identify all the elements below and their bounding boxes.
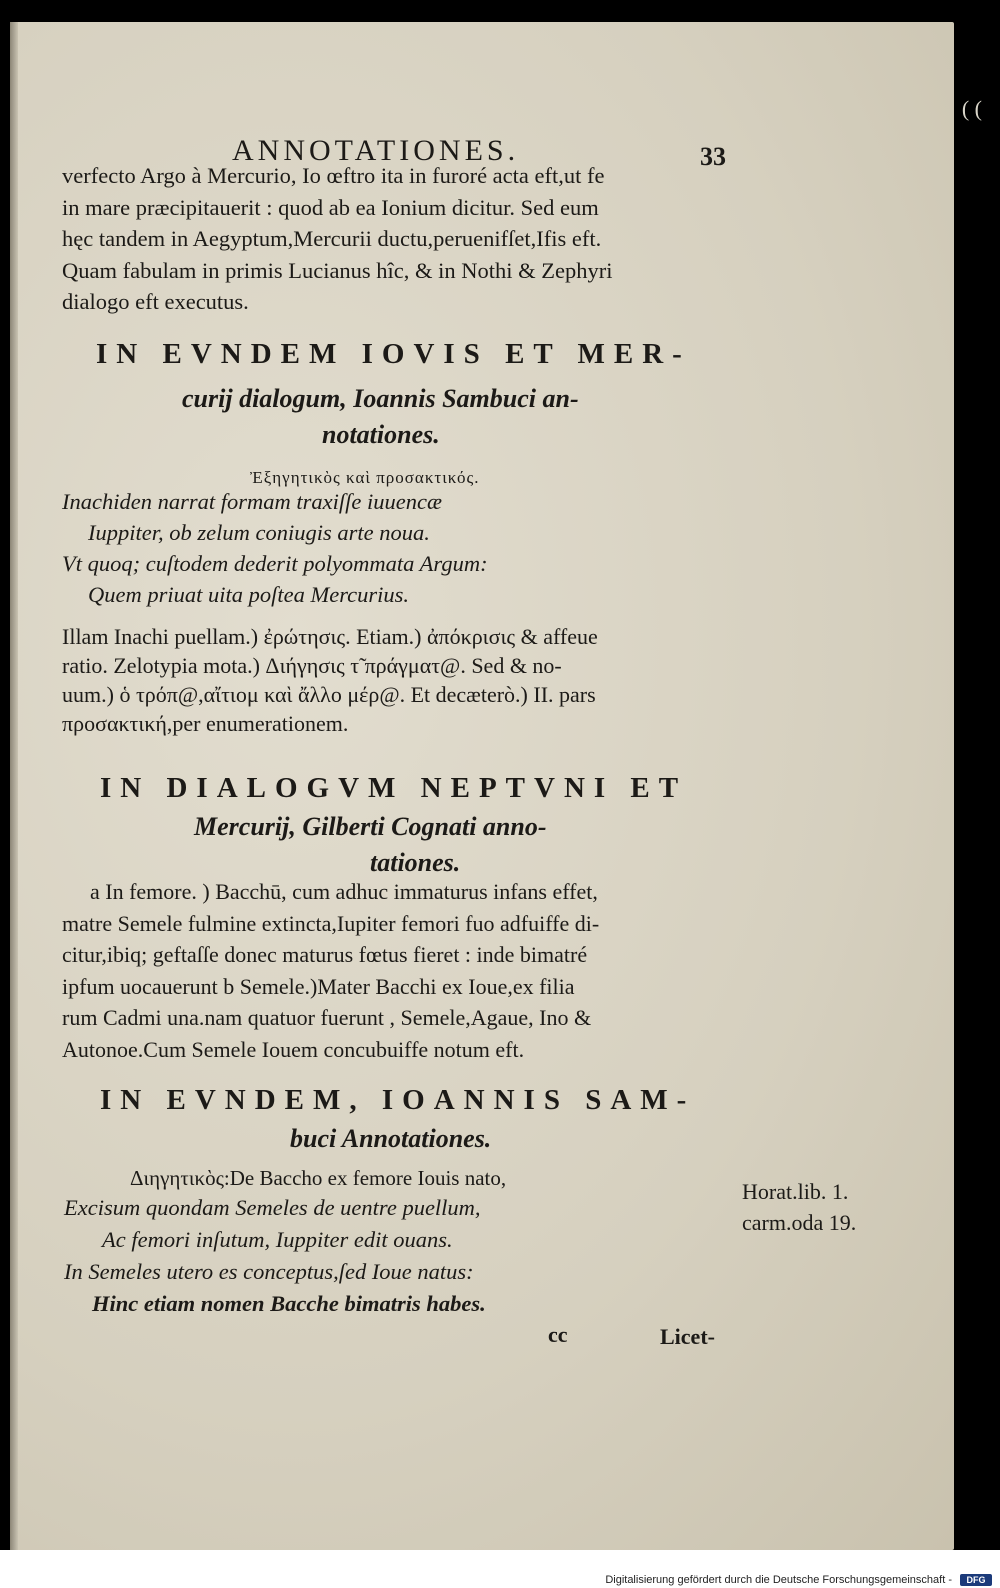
epigram-verse [64, 1192, 486, 1320]
funding-credit: Digitalisierung gefördert durch die Deutsche Forschungsgemeinschaft - [605, 1574, 952, 1586]
page-number: 33 [700, 142, 726, 171]
text-line: in mare præcipitauerit : quod ab ea Ionium dicitur. Sed eum [62, 194, 599, 220]
text-line: dialogo eft executus. [62, 289, 249, 314]
text-line: προσακτική,per enumerationem. [62, 711, 349, 736]
section-heading-caps: IN EVNDEM IOVIS ET MER- [96, 338, 691, 370]
text-line: ipfum uocauerunt b Semele.)Mater Bacchi ex Ioue,ex filia [62, 973, 575, 999]
verse-line: Excisum quondam Semeles de uentre puellum, [64, 1195, 481, 1220]
edge-marks: ( ( [961, 96, 982, 121]
epigram-verse [62, 486, 488, 610]
greek-intro-line: Διηγητικὸς:De Baccho ex femore Iouis nato, [130, 1166, 507, 1190]
signature-mark: cc [548, 1322, 568, 1347]
section-heading-italic: buci Annotationes. [290, 1124, 492, 1153]
catchword: Licet- [660, 1324, 715, 1349]
section-heading-italic: curij dialogum, Ioannis Sambuci an- [182, 384, 579, 413]
running-head: ANNOTATIONES. [232, 134, 520, 167]
verse-line: Iuppiter, ob zelum coniugis arte noua. [88, 520, 430, 545]
page-gutter-edge [10, 22, 18, 1550]
text-line: rum Cadmi una.nam quatuor fuerunt , Semele,Agaue, Ino & [62, 1005, 592, 1030]
greek-label: Ἐξηγητικὸς καὶ προσακτικός. [250, 468, 480, 487]
paragraph-notes [62, 876, 599, 1065]
section-heading-italic: tationes. [370, 848, 461, 877]
margin-note [742, 1176, 856, 1238]
verse-line: Inachiden narrat formam traxiſſe iuuencæ [62, 489, 442, 514]
section-heading-caps: IN EVNDEM, IOANNIS SAM- [100, 1084, 696, 1116]
paragraph-intro [62, 160, 613, 318]
dfg-logo: DFG [960, 1574, 992, 1586]
text-line: ratio. Zelotypia mota.) Διήγησις τ̃ πράγματ@. Sed & no- [62, 653, 562, 678]
section-heading-caps: IN DIALOGVM NEPTVNI ET [100, 772, 688, 804]
text-line: uum.) ὁ τρόπ@,αἴτιομ καὶ ἄλλο μέρ@. Et decæterò.) II. pars [62, 682, 596, 707]
verse-line: Ac femori inſutum, Iuppiter edit ouans. [102, 1227, 453, 1252]
section-heading-italic: Mercurij, Gilberti Cognati anno- [194, 812, 547, 841]
text-line: citur,ibiq; geftaſſe donec maturus fœtus fieret : inde bimatré [62, 942, 588, 967]
text-line: Illam Inachi puellam.) ἐρώτησις. Etiam.) ἀπόκρισις & affeue [62, 624, 598, 649]
verse-line: Vt quoq; cuſtodem dederit polyommata Argum: [62, 551, 488, 576]
text-line: Autonoe.Cum Semele Iouem concubuiffe notum eft. [62, 1036, 525, 1062]
text-line: a In femore. ) Bacchū, cum adhuc immaturus infans effet, [90, 879, 598, 904]
section-heading-italic: notationes. [322, 420, 440, 449]
text-line: verfecto Argo à Mercurio, Io œftro ita in furoré acta eft,ut fe [62, 163, 605, 188]
margin-note-line: carm.oda 19. [742, 1210, 857, 1235]
verse-line: Quem priuat uita poſtea Mercurius. [88, 582, 410, 607]
paragraph-commentary [62, 622, 598, 738]
margin-note-line: Horat.lib. 1. [742, 1179, 849, 1204]
text-line: Quam fabulam in primis Lucianus hîc, & in Nothi & Zephyri [62, 257, 613, 283]
verse-line: Hinc etiam nomen Bacche bimatris habes. [92, 1291, 486, 1316]
text-line: matre Semele fulmine extincta,Iupiter femori fuo adfuiffe di- [62, 910, 600, 936]
text-line: hęc tandem in Aegyptum,Mercurii ductu,peruenifſet,Ifis eft. [62, 226, 602, 251]
verse-line: In Semeles utero es conceptus,ſed Ioue natus: [64, 1259, 474, 1284]
